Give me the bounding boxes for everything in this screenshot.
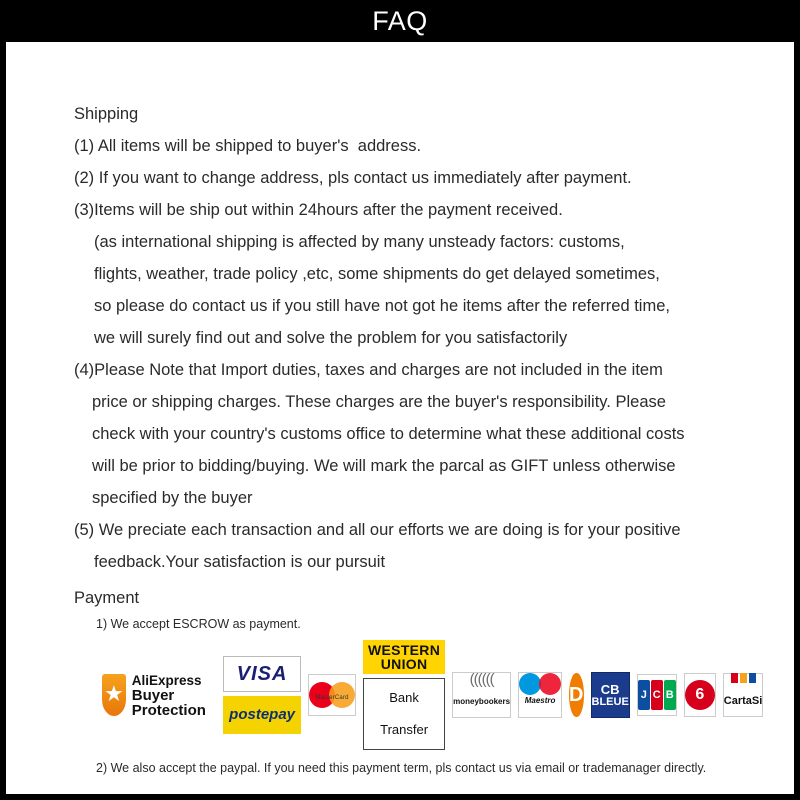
- shield-icon: ★: [102, 674, 126, 716]
- shipping-line: so please do contact us if you still have not got he items after the referred time,: [94, 297, 670, 315]
- discover-logo: D: [569, 673, 583, 717]
- moneybookers-logo: [452, 672, 511, 718]
- cartasi-label: CartaSi: [723, 695, 763, 707]
- shipping-line: (1) All items will be shipped to buyer's address.: [74, 137, 422, 155]
- shipping-line: (5) We preciate each transaction and all our efforts we are doing is for your positive: [74, 521, 681, 539]
- maestro-icon: [519, 673, 561, 685]
- shipping-line: (4)Please Note that Import duties, taxes and charges are not included in the item: [74, 361, 663, 379]
- maestro-label: Maestro: [524, 696, 556, 705]
- jcb-logo: J C B: [637, 674, 677, 716]
- buyer-protection-label: Buyer Protection: [131, 686, 206, 719]
- payment-heading: Payment: [74, 589, 140, 607]
- visa-logo: VISA: [223, 656, 301, 692]
- shipping-heading: Shipping: [74, 105, 139, 123]
- payment-note-escrow: 1) We accept ESCROW as payment.: [96, 617, 301, 631]
- bank-transfer-logo: Bank Transfer: [363, 678, 445, 750]
- carte-bleue-logo: [591, 672, 630, 718]
- western-union-line1: WESTERN: [368, 642, 441, 658]
- shipping-line: specified by the buyer: [92, 489, 253, 507]
- payment-logos: [74, 640, 763, 750]
- shipping-lines: [74, 130, 754, 578]
- shipping-line: price or shipping charges. These charges are the buyer's responsibility. Please: [92, 393, 666, 411]
- moneybookers-label: moneybookers: [453, 696, 511, 706]
- shipping-line: (2) If you want to change address, pls contact us immediately after payment.: [74, 169, 632, 187]
- moneybookers-icon: ((((((: [469, 670, 494, 688]
- faq-content: [6, 42, 794, 778]
- shipping-line: (3)Items will be ship out within 24hours after the payment received.: [74, 201, 563, 219]
- payment-note-paypal: 2) We also accept the paypal. If you need this payment term, pls contact us via email or trademanager directly.: [96, 761, 707, 775]
- mastercard-logo: [308, 674, 356, 716]
- mastercard-label: MasterCard: [315, 695, 349, 701]
- maestro-logo: [518, 672, 562, 718]
- western-union-logo: [363, 640, 445, 674]
- shipping-line: flights, weather, trade policy ,etc, some shipments do get delayed sometimes,: [94, 265, 660, 283]
- cartasi-logo: [723, 673, 764, 717]
- shipping-line: will be prior to bidding/buying. We will mark the parcal as GIFT unless otherwise: [92, 457, 676, 475]
- carte-bleue-line2: BLEUE: [591, 695, 629, 708]
- cartasi-icon: [731, 673, 756, 683]
- western-union-bank-transfer-group: [363, 640, 445, 750]
- shipping-line: we will surely find out and solve the problem for you satisfactorily: [94, 329, 568, 347]
- shipping-line: (as international shipping is affected by many unsteady factors: customs,: [94, 233, 625, 251]
- sixsix-label: 6: [685, 680, 715, 710]
- shipping-line: feedback.Your satisfaction is our pursuit: [94, 553, 386, 571]
- aliexpress-label: AliExpress: [131, 672, 202, 688]
- shipping-line: check with your country's customs office to determine what these additional costs: [92, 425, 685, 443]
- carte-bleue-line1: CB: [600, 681, 620, 697]
- western-union-line2: UNION: [380, 656, 428, 672]
- postepay-logo: postepay: [223, 696, 301, 734]
- page-title-bar: [0, 0, 800, 42]
- sixsix-logo: [684, 673, 716, 717]
- faq-sheet: [6, 42, 794, 794]
- aliexpress-buyer-protection-logo: [102, 673, 216, 718]
- visa-postepay-group: [223, 656, 301, 734]
- page-title: FAQ: [372, 5, 428, 36]
